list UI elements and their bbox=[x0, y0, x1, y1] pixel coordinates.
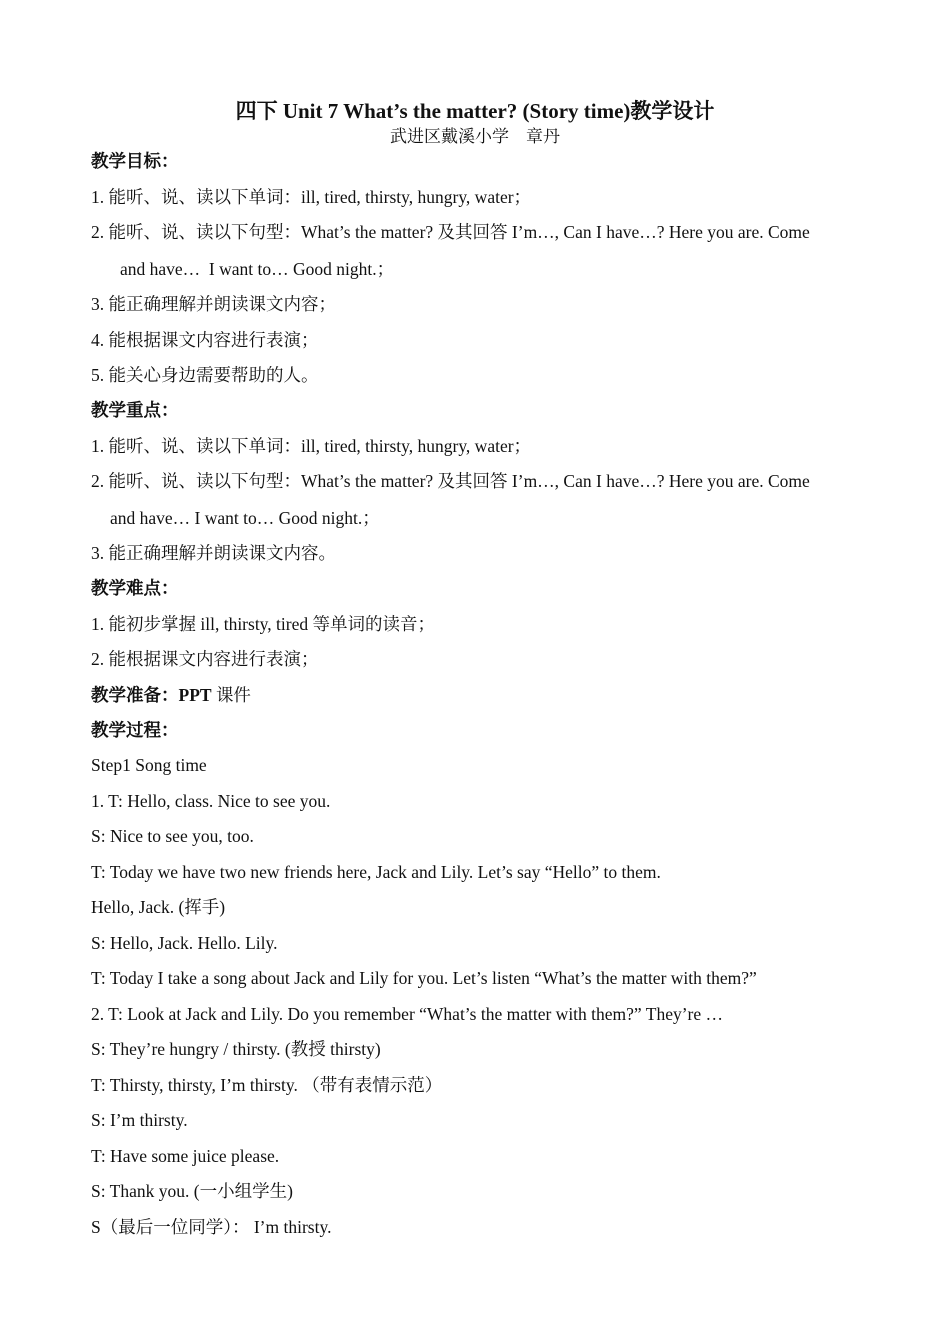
process-line: S: They’re hungry / thirsty. (教授 thirsty) bbox=[91, 1039, 381, 1059]
process-line: 1. T: Hello, class. Nice to see you. bbox=[91, 791, 331, 811]
objective-item: 1. 能听、说、读以下单词：ill, tired, thirsty, hungry, water； bbox=[91, 187, 532, 207]
objective-item: 2. 能听、说、读以下句型：What’s the matter? 及其回答 I’m…, Can I have…? Here you are. Come bbox=[91, 222, 810, 242]
document-author: 武进区戴溪小学 章丹 bbox=[390, 127, 560, 146]
process-line: S: Hello, Jack. Hello. Lily. bbox=[91, 933, 278, 953]
key-point-item: 1. 能听、说、读以下单词：ill, tired, thirsty, hungry, water； bbox=[91, 436, 532, 456]
process-line: S: Nice to see you, too. bbox=[91, 826, 254, 846]
preparation-value: 课件 bbox=[211, 685, 251, 705]
objective-item-continued: and have… I want to… Good night.； bbox=[120, 259, 395, 279]
process-line: T: Thirsty, thirsty, I’m thirsty. （带有表情示范） bbox=[91, 1075, 443, 1095]
process-line: T: Have some juice please. bbox=[91, 1146, 280, 1166]
document-title: 四下 Unit 7 What’s the matter? (Story time)教学设计 bbox=[235, 99, 715, 123]
key-point-item: 3. 能正确理解并朗读课文内容。 bbox=[91, 543, 336, 563]
key-point-item-continued: and have… I want to… Good night.； bbox=[110, 508, 380, 528]
process-line: 2. T: Look at Jack and Lily. Do you remember “What’s the matter with them?” They’re … bbox=[91, 1004, 724, 1024]
objective-item: 3. 能正确理解并朗读课文内容； bbox=[91, 294, 336, 314]
preparation-heading: 教学准备：PPT bbox=[91, 685, 212, 705]
process-line: T: Today we have two new friends here, Jack and Lily. Let’s say “Hello” to them. bbox=[91, 862, 661, 882]
difficulties-heading: 教学难点： bbox=[91, 578, 179, 598]
objective-item: 4. 能根据课文内容进行表演； bbox=[91, 330, 319, 350]
process-heading: 教学过程： bbox=[91, 720, 179, 740]
process-line: S: I’m thirsty. bbox=[91, 1110, 188, 1130]
objective-item: 5. 能关心身边需要帮助的人。 bbox=[91, 365, 319, 385]
process-line: Hello, Jack. (挥手) bbox=[91, 897, 226, 917]
key-points-heading: 教学重点： bbox=[91, 400, 179, 420]
process-line: S: Thank you. (一小组学生) bbox=[91, 1181, 293, 1201]
objectives-heading: 教学目标： bbox=[91, 151, 179, 171]
process-line: Step1 Song time bbox=[91, 755, 207, 775]
difficulty-item: 2. 能根据课文内容进行表演； bbox=[91, 649, 319, 669]
process-line: T: Today I take a song about Jack and Lily for you. Let’s listen “What’s the matter with them?” bbox=[91, 968, 757, 988]
difficulty-item: 1. 能初步掌握 ill, thirsty, tired 等单词的读音； bbox=[91, 614, 435, 634]
preparation-line bbox=[91, 683, 251, 707]
process-line: S（最后一位同学）： I’m thirsty. bbox=[91, 1217, 332, 1237]
key-point-item: 2. 能听、说、读以下句型：What’s the matter? 及其回答 I’m…, Can I have…? Here you are. Come bbox=[91, 471, 810, 491]
